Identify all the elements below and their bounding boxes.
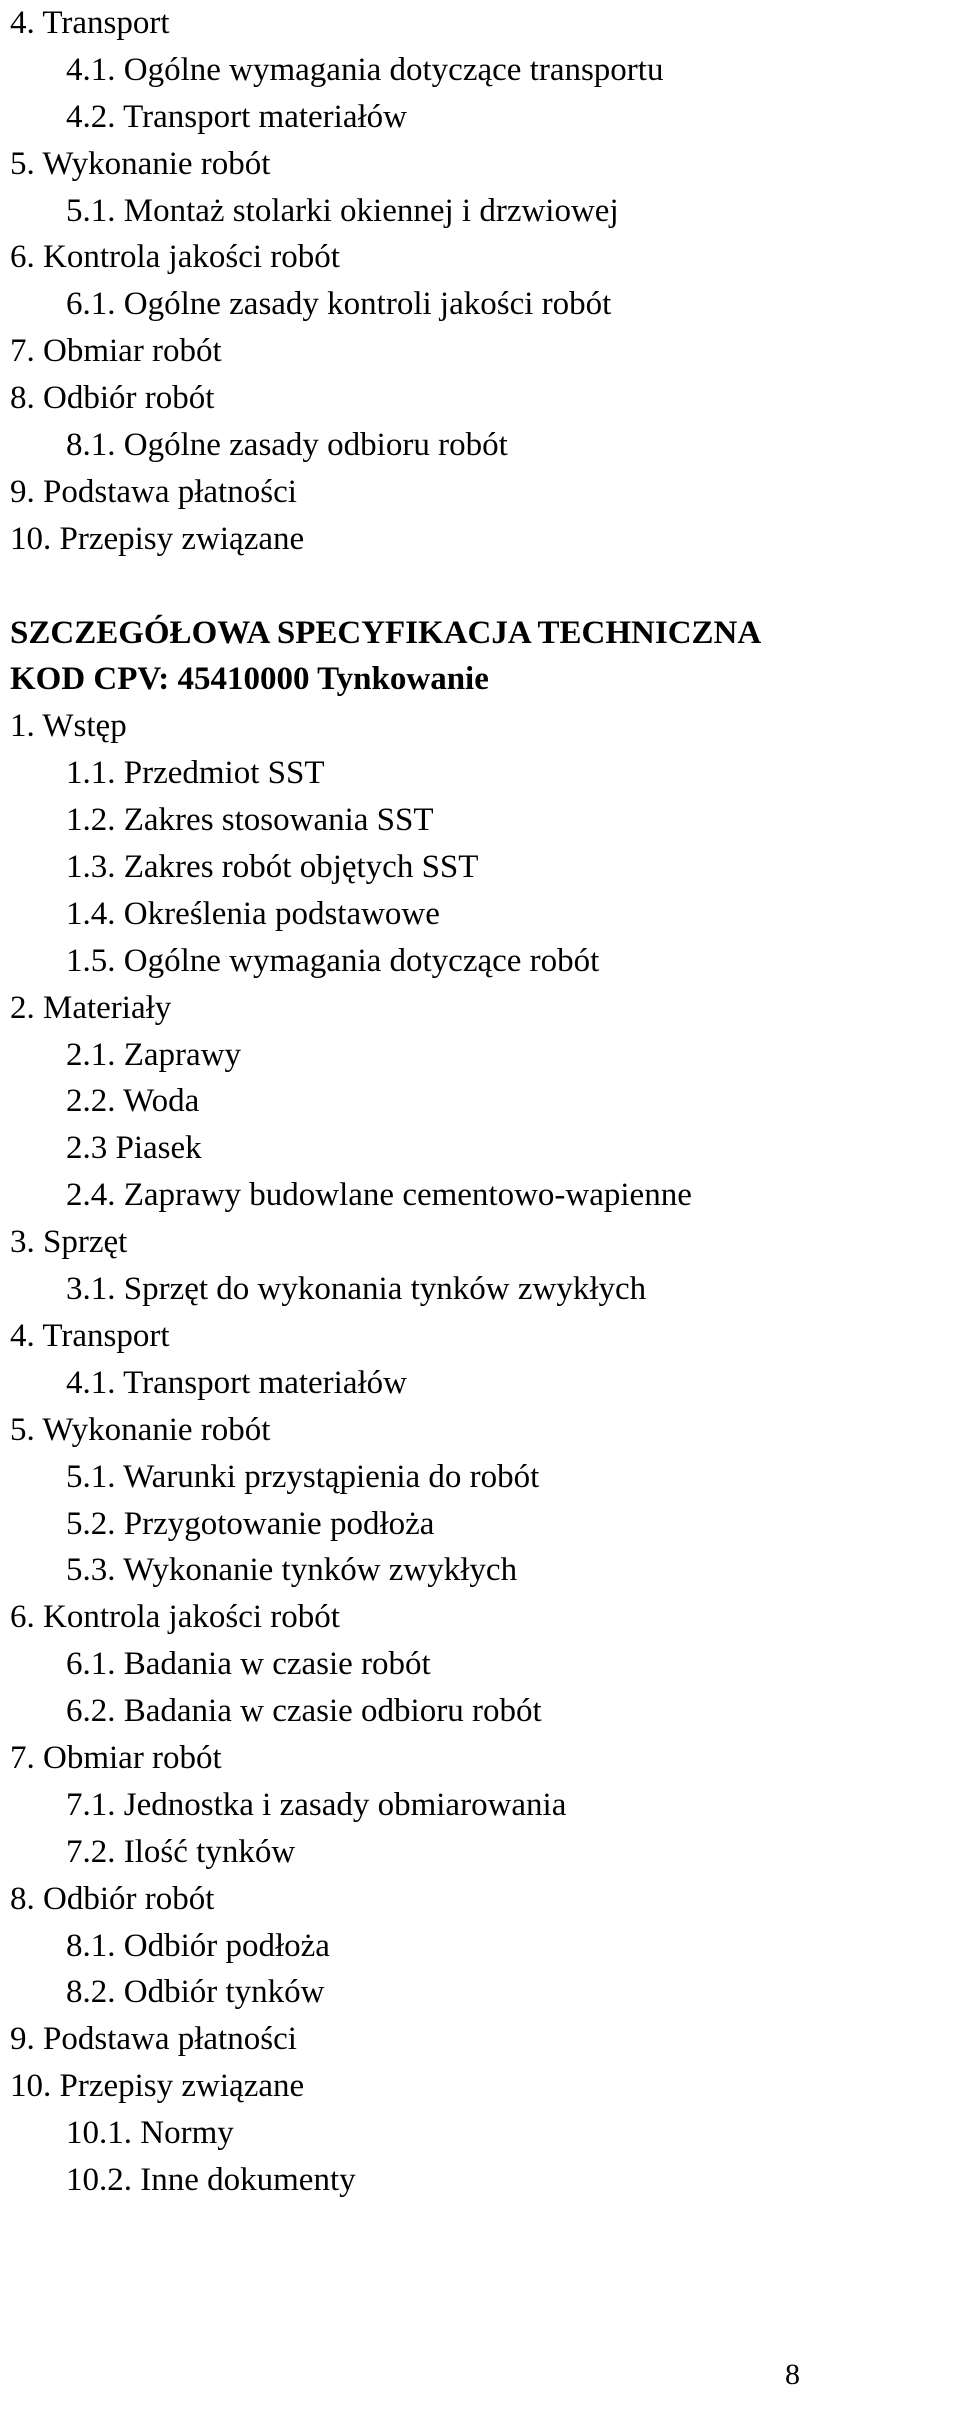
- toc-section-item: 1. Wstęp: [10, 708, 127, 745]
- toc-section-item: 9. Podstawa płatności: [10, 2021, 297, 2058]
- toc-subsection-item: 1.5. Ogólne wymagania dotyczące robót: [66, 942, 600, 979]
- toc-subsection-item: 1.3. Zakres robót objętych SST: [66, 849, 479, 886]
- toc-section-item: 7. Obmiar robót: [10, 333, 222, 370]
- toc-section-previous-spec: [10, 0, 950, 563]
- toc-section-item: 5. Wykonanie robót: [10, 145, 271, 182]
- toc-subsection-item: 2.3 Piasek: [66, 1130, 202, 1167]
- spec-cpv-code: KOD CPV: 45410000 Tynkowanie: [10, 661, 489, 698]
- toc-section-item: 8. Odbiór robót: [10, 380, 215, 417]
- toc-subsection-item: 5.3. Wykonanie tynków zwykłych: [66, 1552, 518, 1589]
- toc-section-item: 4. Transport: [10, 1317, 170, 1354]
- toc-subsection-item: 3.1. Sprzęt do wykonania tynków zwykłych: [66, 1271, 647, 1308]
- toc-subsection-item: 2.1. Zaprawy: [66, 1036, 242, 1073]
- toc-subsection-item: 5.1. Warunki przystąpienia do robót: [66, 1458, 540, 1495]
- toc-section-item: 7. Obmiar robót: [10, 1739, 222, 1776]
- toc-subsection-item: 7.2. Ilość tynków: [66, 1833, 296, 1870]
- spec-title: SZCZEGÓŁOWA SPECYFIKACJA TECHNICZNA: [10, 614, 762, 651]
- toc-section-item: 8. Odbiór robót: [10, 1880, 215, 1917]
- toc-section-item: 3. Sprzęt: [10, 1224, 128, 1261]
- toc-subsection-item: 8.1. Odbiór podłoża: [66, 1927, 330, 1964]
- toc-subsection-item: 5.2. Przygotowanie podłoża: [66, 1505, 435, 1542]
- toc-subsection-item: 5.1. Montaż stolarki okiennej i drzwiowej: [66, 192, 619, 229]
- toc-subsection-item: 2.4. Zaprawy budowlane cementowo-wapienne: [66, 1177, 692, 1214]
- toc-section-item: 10. Przepisy związane: [10, 520, 305, 557]
- toc-subsection-item: 4.1. Ogólne wymagania dotyczące transportu: [66, 51, 664, 88]
- toc-subsection-item: 8.2. Odbiór tynków: [66, 1974, 325, 2011]
- toc-subsection-item: 10.2. Inne dokumenty: [66, 2161, 356, 2198]
- toc-section-item: 5. Wykonanie robót: [10, 1411, 271, 1448]
- toc-subsection-item: 4.1. Transport materiałów: [66, 1364, 407, 1401]
- toc-subsection-item: 1.2. Zakres stosowania SST: [66, 802, 434, 839]
- toc-section-item: 10. Przepisy związane: [10, 2068, 305, 2105]
- toc-section-item: 6. Kontrola jakości robót: [10, 1599, 340, 1636]
- toc-section-item: 2. Materiały: [10, 989, 172, 1026]
- table-of-contents: [10, 0, 950, 2204]
- toc-subsection-item: 6.1. Badania w czasie robót: [66, 1646, 431, 1683]
- toc-subsection-item: 4.2. Transport materiałów: [66, 98, 407, 135]
- toc-subsection-item: 8.1. Ogólne zasady odbioru robót: [66, 427, 508, 464]
- section-spacer: [10, 563, 950, 610]
- toc-subsection-item: 1.4. Określenia podstawowe: [66, 895, 440, 932]
- toc-subsection-item: 2.2. Woda: [66, 1083, 200, 1120]
- toc-subsection-item: 10.1. Normy: [66, 2115, 234, 2152]
- toc-subsection-item: 1.1. Przedmiot SST: [66, 755, 325, 792]
- toc-subsection-item: 6.1. Ogólne zasady kontroli jakości robót: [66, 286, 612, 323]
- page-number: 8: [785, 2358, 800, 2391]
- toc-section-item: 4. Transport: [10, 5, 170, 41]
- toc-subsection-item: 6.2. Badania w czasie odbioru robót: [66, 1693, 542, 1730]
- toc-section-item: 9. Podstawa płatności: [10, 473, 297, 510]
- toc-subsection-item: 7.1. Jednostka i zasady obmiarowania: [66, 1786, 567, 1823]
- toc-section-item: 6. Kontrola jakości robót: [10, 239, 340, 276]
- toc-section-plastering-spec: [10, 703, 950, 2204]
